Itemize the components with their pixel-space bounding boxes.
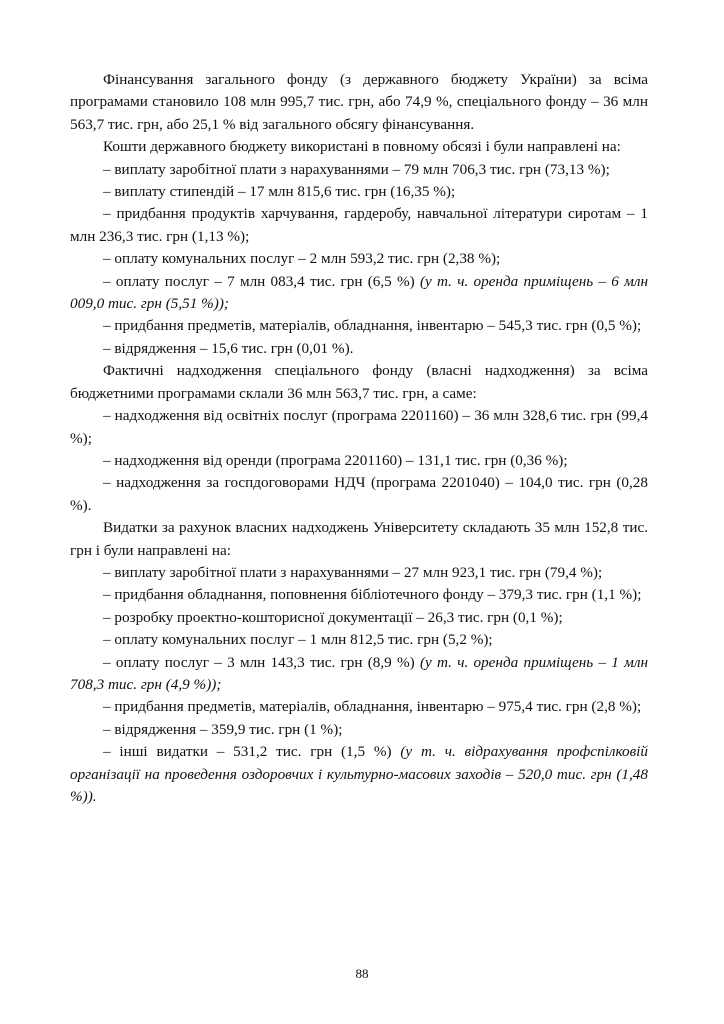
- list-item-design-docs: – розробку проектно-кошторисної документації – 26,3 тис. грн (0,1 %);: [103, 608, 563, 626]
- list-item-services-note: (у т. ч. оренда приміщень – 6 млн 009,0 тис. грн (5,51 %));: [70, 272, 648, 313]
- list-item-travel: – відрядження – 15,6 тис. грн (0,01 %).: [103, 339, 354, 357]
- list-item-other-expenses: [70, 741, 648, 808]
- list-item-education-income: – надходження від освітніх послуг (програма 2201160) – 36 млн 328,6 тис. грн (99,4 %);: [70, 407, 648, 447]
- page-number: 88: [355, 966, 369, 981]
- list-item-rent-income: – надходження від оренди (програма 2201160) – 131,1 тис. грн (0,36 %);: [103, 451, 568, 469]
- list-item-library-equipment: – придбання обладнання, поповнення бібліотечного фонду – 379,3 тис. грн (1,1 %);: [103, 586, 642, 604]
- list-item-contracts-income: – надходження за госпдоговорами НДЧ (програма 2201040) – 104,0 тис. грн (0,28 %).: [70, 474, 648, 514]
- list-item-services-text: – оплату послуг – 7 млн 083,4 тис. грн (6,5 %): [103, 272, 420, 290]
- body-text: [70, 69, 648, 808]
- list-item-other-expenses-note: (у т. ч. відрахування профспілковій організації на проведення оздоровчих і культурно-масових заходів – 520,0 тис. грн (1,48 %)).: [70, 743, 648, 805]
- list-item-utilities-own: – оплату комунальних послуг – 1 млн 812,5 тис. грн (5,2 %);: [103, 631, 493, 649]
- list-item-salary: – виплату заробітної плати з нарахуваннями – 79 млн 706,3 тис. грн (73,13 %);: [103, 160, 610, 178]
- list-item-services-own: [70, 652, 648, 697]
- paragraph-state-budget-intro: Кошти державного бюджету використані в повному обсязі і були направлені на:: [103, 138, 621, 156]
- list-item-equipment: – придбання предметів, матеріалів, обладнання, інвентарю – 545,3 тис. грн (0,5 %);: [103, 317, 642, 335]
- list-item-equipment-own: – придбання предметів, матеріалів, обладнання, інвентарю – 975,4 тис. грн (2,8 %);: [103, 698, 642, 716]
- paragraph-own-revenue-expenses: Видатки за рахунок власних надходжень Університету складають 35 млн 152,8 тис. грн і були направлені на:: [70, 519, 648, 559]
- list-item-stipends: – виплату стипендій – 17 млн 815,6 тис. грн (16,35 %);: [103, 183, 456, 201]
- paragraph-special-fund-income: Фактичні надходження спеціального фонду (власні надходження) за всіма бюджетними програмами склали 36 млн 563,7 тис. грн, а саме:: [70, 362, 648, 402]
- list-item-salary-own: – виплату заробітної плати з нарахуваннями – 27 млн 923,1 тис. грн (79,4 %);: [103, 563, 603, 581]
- list-item-services: [70, 271, 648, 316]
- list-item-utilities: – оплату комунальних послуг – 2 млн 593,2 тис. грн (2,38 %);: [103, 250, 501, 268]
- list-item-other-expenses-text: – інші видатки – 531,2 тис. грн (1,5 %): [103, 743, 401, 761]
- list-item-services-own-note: (у т. ч. оренда приміщень – 1 млн 708,3 тис. грн (4,9 %));: [70, 653, 648, 693]
- list-item-orphans: – придбання продуктів харчування, гардеробу, навчальної літератури сиротам – 1 млн 236,3 тис. грн (1,13 %);: [70, 205, 648, 245]
- list-item-services-own-text: – оплату послуг – 3 млн 143,3 тис. грн (8,9 %): [103, 653, 420, 671]
- list-item-travel-own: – відрядження – 359,9 тис. грн (1 %);: [103, 720, 343, 738]
- paragraph-general-fund: Фінансування загального фонду (з державного бюджету України) за всіма програмами становило 108 млн 995,7 тис. грн, або 74,9 %, спеціального фонду – 36 млн 563,7 тис. грн, або 25,1 % від загального обсягу фінансування.: [70, 71, 648, 133]
